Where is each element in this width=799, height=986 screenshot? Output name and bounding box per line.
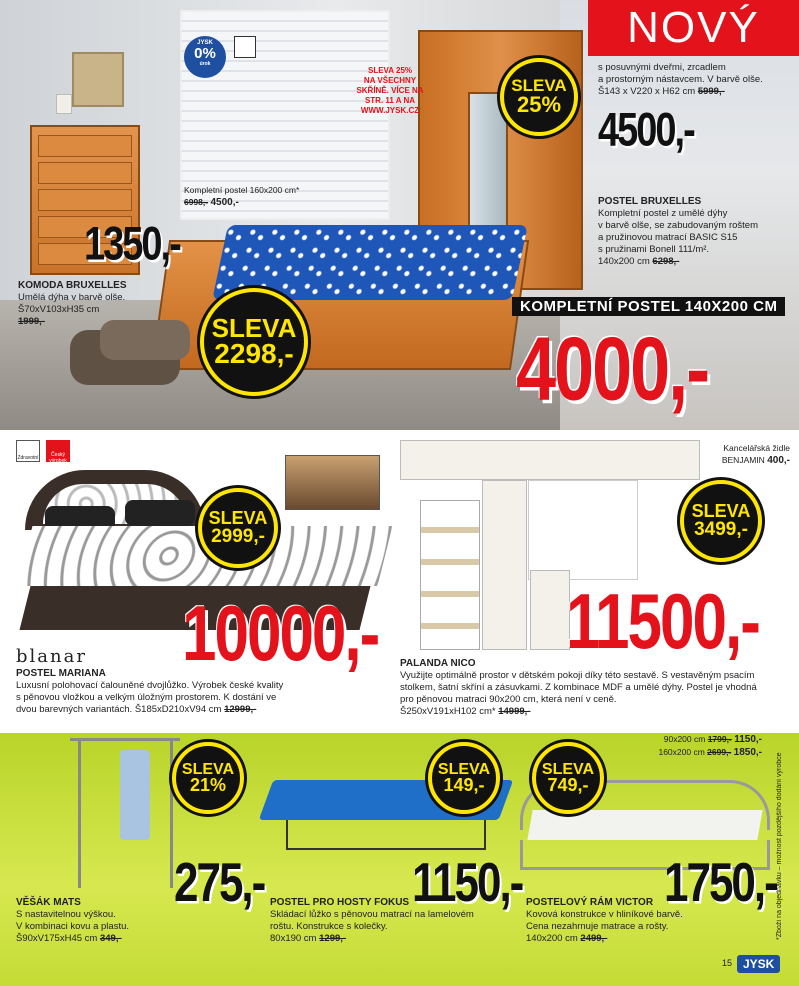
old-price: 349,- <box>99 933 122 944</box>
old-price: 2499,- <box>580 933 608 944</box>
sleva-value: 21% <box>189 775 227 796</box>
cert-label: Český výrobek <box>49 452 67 464</box>
promo-line: SLEVA 25% <box>367 66 412 75</box>
badge-value: 0% <box>194 45 216 62</box>
mariana-sleva-burst <box>198 488 278 568</box>
mariana-title: POSTEL MARIANA <box>16 668 106 679</box>
blanar-logo: blanar <box>16 646 87 667</box>
size-label: 160x200 cm <box>658 747 705 757</box>
old-price: 1799,- <box>707 734 732 744</box>
mariana-price: 10000,- <box>182 591 379 678</box>
new-price: 4500,- <box>210 197 239 208</box>
fokus-title: POSTEL PRO HOSTY FOKUS <box>270 897 410 908</box>
desc-line: Využijte optimálně prostor v dětském pokoji díky této sestavě. S vestavěným psacím <box>400 670 755 681</box>
desc-line: Cena nezahrnuje matrace a rošty. <box>526 921 669 932</box>
new-price: 1150,- <box>734 734 762 745</box>
desc-line: s pružinami Bonell 111/m². <box>598 244 710 255</box>
bunk-stairs <box>420 500 480 650</box>
desc-line: Luxusní polohovací čalouněné dvojlůžko. Výrobek české kvality <box>16 680 284 691</box>
promo-line: WWW.JYSK.CZ <box>360 106 420 115</box>
mariana-info <box>16 668 366 716</box>
badge-bottom-text: úrok <box>199 61 211 67</box>
promo-line: SKŘÍNĚ. VÍCE NA <box>356 86 424 95</box>
rack-pole <box>170 738 173 888</box>
sleva-label: SLEVA <box>541 760 595 778</box>
promo-line: STR. 11 A NA <box>364 96 416 105</box>
wardrobe-sleva-burst <box>500 58 578 136</box>
pillow <box>125 500 195 526</box>
footnote: *Zboží na objednávku – možnost pozdějšího dodání výrobce <box>776 752 783 940</box>
victor-title: POSTELOVÝ RÁM VICTOR <box>526 897 654 908</box>
desc-line: S nastavitelnou výškou. <box>16 909 116 920</box>
desc-line: roštu. Konstrukce s kolečky. <box>270 921 388 932</box>
desc-line: Kovová konstrukce v hliníkové barvě. <box>526 909 683 920</box>
sleva-value: 3499,- <box>694 518 748 540</box>
desc-line: 140x200 cm <box>598 256 650 267</box>
fokus-price: 1150,- <box>412 852 523 914</box>
old-price: 5999,- <box>697 86 725 97</box>
rack-bar <box>70 738 180 741</box>
desc-line: dvou barevných variantách. Š185xD210xV94 cm <box>16 704 222 715</box>
chair-note <box>680 442 790 467</box>
sleva-label: SLEVA <box>691 501 751 522</box>
clothes-rack-image <box>70 730 180 890</box>
desc-line: a prostorným nástavcem. V barvě olše. <box>598 74 763 85</box>
wardrobe-price: 4500,- <box>598 104 694 157</box>
komplet-label: Kompletní postel 160x200 cm* <box>184 185 300 195</box>
folding-frame <box>286 820 486 850</box>
hanging-shirt <box>120 750 150 840</box>
bed-price: 4000,- <box>516 319 709 420</box>
sleva-label: SLEVA <box>181 760 235 778</box>
zero-percent-badge <box>184 36 226 78</box>
old-price: 1299,- <box>319 933 347 944</box>
wardrobe-dims: Š143 x V220 x H62 cm <box>598 86 696 97</box>
bonell-logo-icon <box>234 36 256 58</box>
new-badge: NOVÝ <box>588 0 799 56</box>
chair-line: Kancelářská židle <box>723 443 790 453</box>
desc-line: s posuvnými dveřmi, zrcadlem <box>598 62 726 73</box>
mats-sleva-burst <box>172 742 244 814</box>
dresser-desc: Umělá dýha v barvě olše. <box>18 292 126 303</box>
nico-info <box>400 658 795 718</box>
nico-title: PALANDA NICO <box>400 658 476 669</box>
health-cert-icon <box>16 440 40 462</box>
desc-line: v barvě olše, se zabudovaným roštem <box>598 220 758 231</box>
sleva-label: SLEVA <box>208 508 268 529</box>
desc-line: stolkem, šatní skříní a zásuvkami. Z kombinace MDF a umělé dýhy. Postel je vhodná <box>400 682 757 693</box>
bunk-drawers <box>530 570 570 650</box>
mats-title: VĚŠÁK MATS <box>16 897 81 908</box>
badge-top-text: JYSK <box>197 40 213 46</box>
komplet-bar: KOMPLETNÍ POSTEL 140X200 CM <box>512 297 785 316</box>
mats-price: 275,- <box>174 852 265 914</box>
bed-mattress <box>527 810 762 840</box>
desc-line: 140x200 cm <box>526 933 578 944</box>
bed-title: POSTEL BRUXELLES <box>598 196 702 207</box>
storage-bed-thumbnail <box>285 455 380 510</box>
promo-line: NA VŠECHNY <box>363 76 417 85</box>
desc-line: s pěnovou vložkou a velkým úložným prostorem. K dostání ve <box>16 692 277 703</box>
sleva-label: SLEVA <box>437 760 491 778</box>
desc-line: Š250xV191xH102 cm* <box>400 706 496 717</box>
desc-line: Kompletní postel z umělé dýhy <box>598 208 728 219</box>
victor-info <box>526 897 726 945</box>
dresser-price: 1350,- <box>84 218 180 271</box>
desc-line: 80x190 cm <box>270 933 317 944</box>
old-price: 14999,- <box>498 706 531 717</box>
old-price: 12999,- <box>224 704 257 715</box>
dresser-dims: Š70xV103xH35 cm <box>18 304 100 315</box>
nico-price: 11500,- <box>566 579 759 666</box>
sleva-value: 749,- <box>547 775 589 796</box>
dresser-title: KOMODA BRUXELLES <box>18 280 127 291</box>
old-price: 1999,- <box>18 316 45 327</box>
victor-size-prices <box>622 733 762 759</box>
sleva-value: 2999,- <box>211 525 265 547</box>
desc-line: pro pěnovou matraci 90x200 cm, která není v ceně. <box>400 694 617 705</box>
desc-line: Š90xV175xH45 cm <box>16 933 98 944</box>
page-number: 15 <box>722 958 733 968</box>
komplet-note <box>184 184 299 209</box>
dresser-info <box>18 280 168 328</box>
chair-name: BENJAMIN <box>721 455 765 465</box>
bunk-shelves <box>528 480 638 580</box>
lamp-icon <box>56 94 72 114</box>
sleva-value: 2298,- <box>214 338 294 370</box>
jysk-logo: JYSK <box>737 955 780 973</box>
chair-price: 400,- <box>767 455 790 466</box>
wall-picture <box>72 52 124 107</box>
promo-note <box>345 66 435 116</box>
mats-info <box>16 897 176 945</box>
old-price: 2699,- <box>707 747 732 757</box>
fokus-sleva-burst <box>428 742 500 814</box>
old-price: 6998,- <box>184 197 209 207</box>
bunk-top <box>400 440 700 480</box>
victor-sleva-burst <box>532 742 604 814</box>
sleva-value: 25% <box>516 91 562 117</box>
fokus-info <box>270 897 510 945</box>
wardrobe-description <box>598 62 798 98</box>
old-price: 6298,- <box>652 256 680 267</box>
desc-line: V kombinaci kovu a plastu. <box>16 921 130 932</box>
desc-line: Skládací lůžko s pěnovou matrací na lamelovém <box>270 909 474 920</box>
new-price: 1850,- <box>733 747 762 758</box>
czech-product-icon <box>46 440 70 462</box>
bunk-wardrobe <box>482 480 527 650</box>
sleva-label: SLEVA <box>211 313 297 344</box>
bed-sleva-burst <box>200 288 308 396</box>
nico-sleva-burst <box>680 480 762 562</box>
sleva-value: 149,- <box>443 775 485 796</box>
desc-line: a pružinovou matrací BASIC S15 <box>598 232 738 243</box>
rack-pole <box>78 738 81 888</box>
sleva-label: SLEVA <box>511 76 567 96</box>
bed-bruxelles-info <box>598 196 798 268</box>
cert-icons <box>16 440 70 462</box>
cert-label: Zdravotní <box>17 455 39 461</box>
victor-price: 1750,- <box>664 852 777 914</box>
size-label: 90x200 cm <box>663 734 706 744</box>
